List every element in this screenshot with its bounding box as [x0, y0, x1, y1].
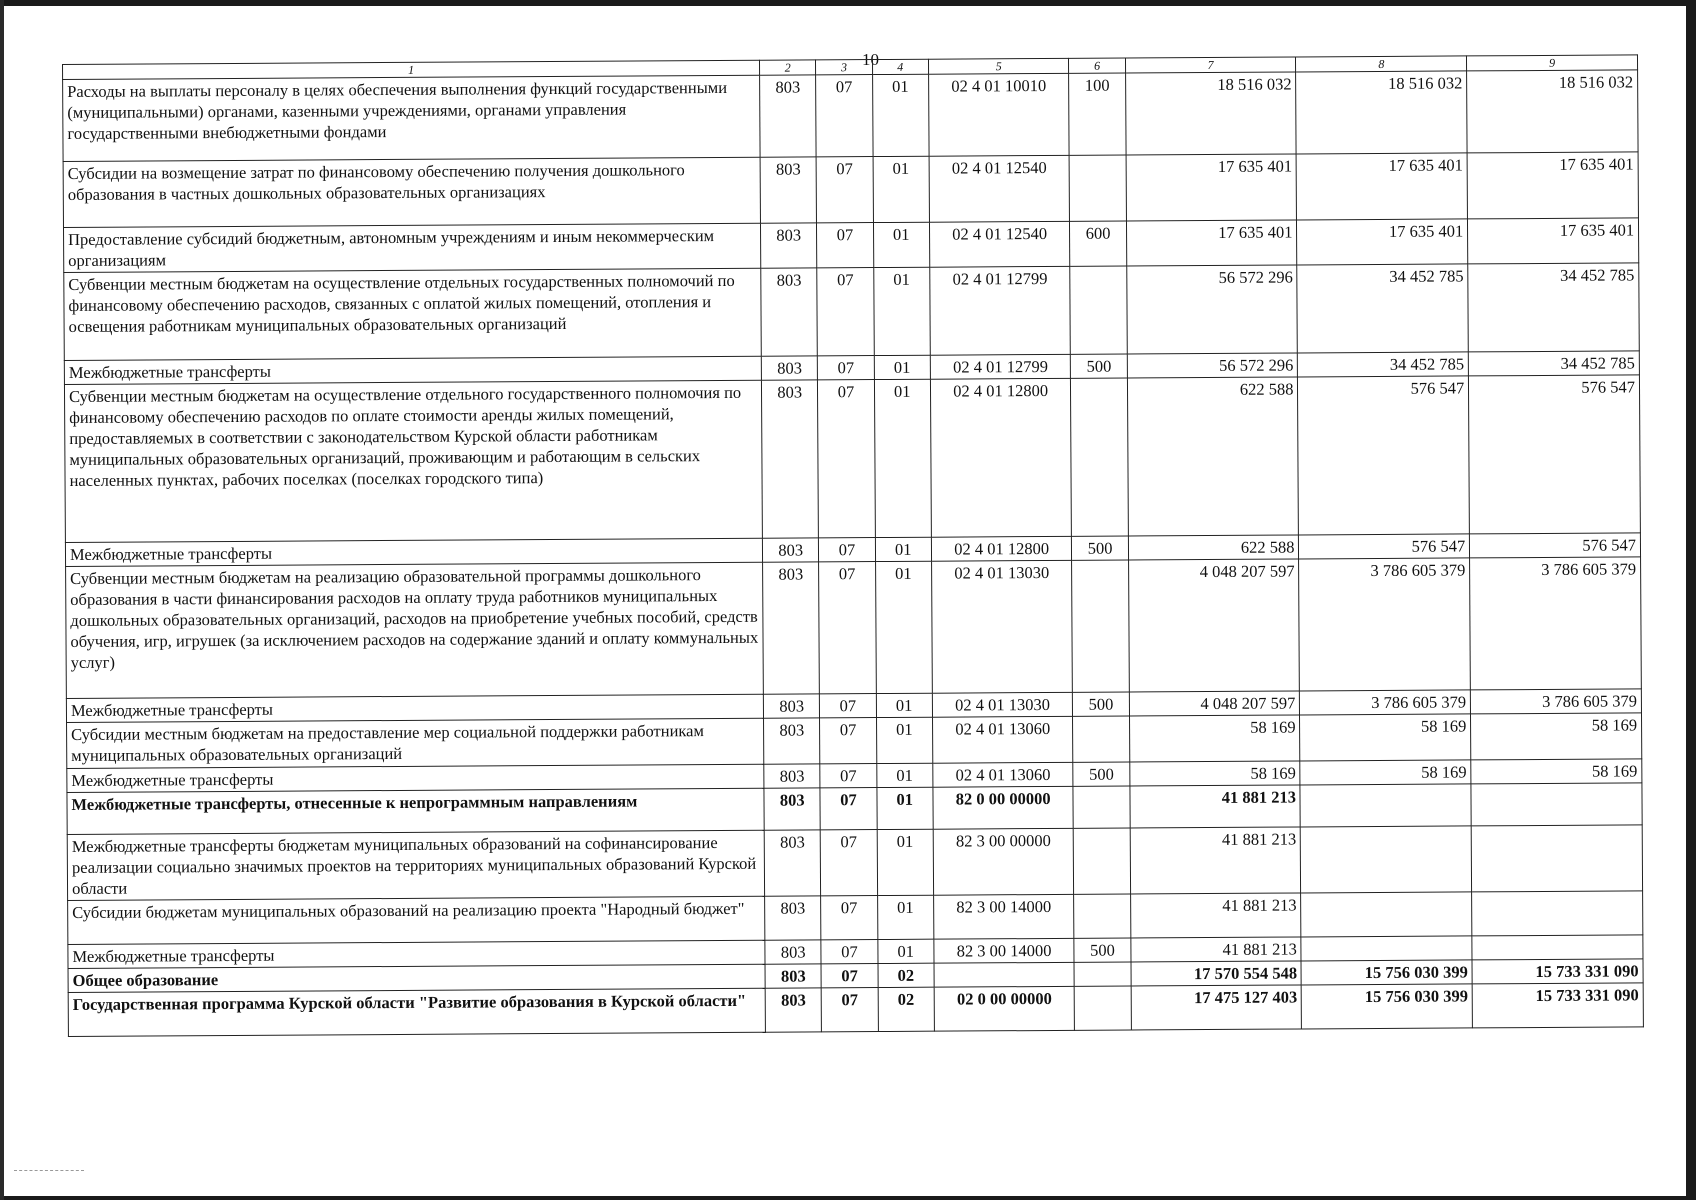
cell-section-code: 07	[818, 356, 874, 380]
cell-amount-year2: 34 452 785	[1298, 352, 1469, 377]
cell-amount-year1: 41 881 213	[1130, 827, 1301, 894]
cell-amount-year1: 17 635 401	[1126, 220, 1297, 266]
cell-amount-year3: 576 547	[1470, 533, 1641, 558]
cell-section-code: 07	[821, 896, 878, 940]
cell-amount-year1: 58 169	[1129, 715, 1300, 762]
cell-amount-year3: 15 733 331 090	[1472, 959, 1643, 984]
cell-amount-year1: 17 635 401	[1126, 154, 1297, 221]
budget-table	[62, 54, 1644, 1037]
cell-amount-year3	[1471, 825, 1642, 892]
cell-subsection-code: 01	[873, 156, 930, 222]
cell-section-code: 07	[820, 764, 876, 788]
cell-section-code: 07	[817, 268, 874, 356]
column-header: 5	[928, 58, 1069, 74]
cell-amount-year3: 34 452 785	[1469, 351, 1640, 376]
cell-description: Межбюджетные трансферты	[65, 538, 762, 566]
cell-section-code: 07	[820, 694, 876, 718]
cell-subsection-code: 01	[873, 267, 930, 355]
cell-description: Предоставление субсидий бюджетным, автономным учреждениям и иным некоммерческим организациям	[63, 223, 760, 272]
table-row	[66, 557, 1642, 699]
cell-section-code: 07	[819, 562, 876, 694]
cell-description: Государственная программа Курской области "Развитие образования в Курской области"	[68, 988, 765, 1036]
cell-expense-type: 500	[1072, 536, 1128, 560]
column-header: 9	[1467, 55, 1638, 71]
cell-subsection-code: 02	[878, 987, 935, 1031]
cell-amount-year1: 4 048 207 597	[1128, 559, 1300, 692]
cell-subsection-code: 01	[872, 74, 929, 156]
cell-ministry-code: 803	[765, 988, 822, 1032]
cell-amount-year2: 15 756 030 399	[1302, 984, 1473, 1029]
cell-amount-year1: 17 570 554 548	[1131, 961, 1302, 986]
cell-target-article: 02 4 01 13030	[932, 692, 1073, 717]
cell-section-code: 07	[816, 157, 873, 223]
cell-ministry-code: 803	[765, 964, 821, 988]
cell-target-article: 82 0 00 00000	[933, 786, 1074, 829]
cell-amount-year2	[1301, 936, 1472, 961]
cell-expense-type	[1070, 155, 1127, 221]
cell-amount-year2: 3 786 605 379	[1300, 690, 1471, 715]
cell-amount-year2: 3 786 605 379	[1299, 558, 1471, 691]
cell-target-article: 82 3 00 14000	[933, 894, 1074, 939]
cell-amount-year3: 17 635 401	[1468, 218, 1639, 264]
cell-amount-year2: 58 169	[1300, 760, 1471, 785]
cell-amount-year2	[1300, 784, 1471, 827]
cell-expense-type: 100	[1069, 73, 1126, 155]
cell-target-article: 82 3 00 00000	[933, 828, 1074, 895]
cell-expense-type	[1075, 986, 1132, 1030]
cell-amount-year3: 3 786 605 379	[1471, 689, 1642, 714]
scan-border-left	[0, 0, 4, 1200]
cell-amount-year3: 3 786 605 379	[1470, 557, 1642, 690]
table-row	[67, 825, 1642, 901]
cell-target-article: 02 4 01 12800	[930, 378, 1072, 537]
table-row	[64, 263, 1640, 361]
cell-section-code: 07	[820, 788, 877, 830]
cell-amount-year1: 18 516 032	[1125, 72, 1296, 155]
cell-target-article: 02 0 00 00000	[934, 986, 1075, 1031]
cell-description: Субвенции местным бюджетам на реализацию образовательной программы дошкольного образования в части финансирования расходов на оплату труда работников муниципальных дошкольных образовательных организаций, расходов на приобретение учебных пособий, средств обучения, игр, игрушек (за исключением расходов на содержание зданий и оплату коммунальных услуг)	[66, 562, 764, 698]
cell-amount-year1: 41 881 213	[1131, 937, 1302, 962]
cell-target-article: 02 4 01 12799	[930, 266, 1071, 355]
cell-description: Межбюджетные трансферты бюджетам муниципальных образований на софинансирование реализации социально значимых проектов на территориях муниципальных образований Курской области	[67, 830, 764, 900]
cell-ministry-code: 803	[764, 718, 821, 764]
cell-amount-year1: 56 572 296	[1126, 265, 1297, 354]
scan-border-right	[1686, 0, 1696, 1200]
cell-subsection-code: 01	[876, 717, 933, 763]
column-header: 1	[63, 60, 760, 79]
cell-expense-type: 500	[1071, 354, 1127, 378]
column-header: 6	[1069, 58, 1125, 73]
cell-ministry-code: 803	[760, 157, 817, 223]
cell-subsection-code: 01	[877, 829, 934, 895]
cell-target-article: 02 4 01 10010	[928, 73, 1069, 156]
cell-amount-year1: 622 588	[1128, 535, 1299, 560]
cell-amount-year1: 58 169	[1130, 761, 1301, 786]
cell-expense-type: 500	[1074, 938, 1130, 962]
cell-amount-year1: 17 475 127 403	[1131, 985, 1302, 1030]
page-number: 10	[862, 50, 879, 69]
table-row	[63, 152, 1638, 228]
cell-amount-year2: 18 516 032	[1296, 71, 1467, 154]
cell-ministry-code: 803	[763, 538, 819, 562]
cell-amount-year2: 17 635 401	[1297, 219, 1468, 265]
cell-expense-type	[1074, 894, 1131, 938]
cell-ministry-code: 803	[761, 268, 818, 356]
cell-target-article	[934, 962, 1075, 987]
cell-amount-year2: 58 169	[1300, 714, 1471, 761]
cell-section-code: 07	[821, 964, 877, 988]
cell-ministry-code: 803	[764, 764, 820, 788]
cell-target-article: 02 4 01 13060	[932, 716, 1073, 763]
cell-section-code: 07	[818, 380, 875, 538]
cell-section-code: 07	[819, 538, 875, 562]
cell-amount-year1: 4 048 207 597	[1129, 691, 1300, 716]
cell-expense-type: 600	[1070, 221, 1127, 266]
cell-expense-type: 500	[1073, 692, 1129, 716]
cell-section-code: 07	[822, 988, 879, 1032]
column-header: 4	[872, 59, 928, 74]
cell-description: Субсидии местным бюджетам на предоставление мер социальной поддержки работникам муниципальных образовательных организаций	[67, 718, 764, 768]
cell-subsection-code: 01	[875, 537, 931, 561]
cell-subsection-code: 01	[875, 561, 932, 693]
cell-subsection-code: 01	[874, 355, 930, 379]
cell-subsection-code: 01	[876, 763, 932, 787]
table-row	[68, 983, 1643, 1037]
cell-subsection-code: 01	[877, 895, 934, 939]
cell-description: Межбюджетные трансферты	[66, 694, 763, 722]
cell-amount-year3: 18 516 032	[1467, 70, 1638, 153]
cell-ministry-code: 803	[763, 562, 820, 694]
cell-target-article: 82 3 00 14000	[934, 938, 1075, 963]
cell-target-article: 02 4 01 12540	[929, 155, 1070, 222]
cell-expense-type	[1073, 786, 1130, 828]
cell-subsection-code: 02	[878, 963, 934, 987]
cell-amount-year1: 56 572 296	[1127, 353, 1298, 378]
cell-amount-year3	[1472, 935, 1643, 960]
cell-section-code: 07	[816, 75, 873, 157]
cell-subsection-code: 01	[873, 222, 930, 267]
cell-description: Субсидии бюджетам муниципальных образований на реализацию проекта "Народный бюджет"	[68, 896, 765, 944]
cell-amount-year2	[1301, 892, 1472, 937]
cell-subsection-code: 01	[874, 379, 931, 537]
cell-target-article: 02 4 01 12799	[930, 354, 1071, 379]
cell-description: Межбюджетные трансферты	[67, 764, 764, 792]
column-header: 2	[760, 60, 816, 75]
cell-ministry-code: 803	[765, 896, 822, 940]
scan-mark	[14, 1170, 84, 1173]
cell-expense-type	[1074, 962, 1130, 986]
cell-amount-year1: 622 588	[1127, 377, 1299, 536]
table-body	[63, 70, 1644, 1037]
cell-section-code: 07	[821, 940, 877, 964]
cell-target-article: 02 4 01 12800	[931, 536, 1072, 561]
cell-amount-year3: 34 452 785	[1468, 263, 1639, 352]
cell-amount-year3	[1472, 891, 1643, 936]
cell-subsection-code: 01	[877, 939, 933, 963]
cell-ministry-code: 803	[762, 380, 819, 538]
cell-description: Субвенции местным бюджетам на осуществление отдельных государственных полномочий по финансовому обеспечению расходов, связанных с оплатой жилых помещений, отопления и освещения работникам муниципальных образовательных организаций	[64, 268, 762, 360]
cell-amount-year3: 58 169	[1471, 759, 1642, 784]
cell-target-article: 02 4 01 13030	[931, 560, 1072, 693]
cell-amount-year3: 576 547	[1469, 375, 1641, 534]
cell-ministry-code: 803	[760, 75, 817, 157]
cell-ministry-code: 803	[764, 788, 821, 830]
cell-amount-year2: 15 756 030 399	[1301, 960, 1472, 985]
cell-section-code: 07	[817, 223, 874, 268]
cell-subsection-code: 01	[877, 787, 934, 829]
cell-description: Субсидии на возмещение затрат по финансовому обеспечению получения дошкольного образования в частных дошкольных образовательных организациях	[63, 157, 760, 227]
cell-expense-type	[1070, 266, 1127, 354]
cell-target-article: 02 4 01 12540	[929, 221, 1070, 267]
cell-ministry-code: 803	[765, 940, 821, 964]
scan-border-bottom	[0, 1196, 1696, 1200]
cell-amount-year1: 41 881 213	[1130, 893, 1301, 938]
table-row	[64, 375, 1640, 543]
column-header: 8	[1296, 56, 1467, 72]
cell-expense-type	[1072, 560, 1129, 692]
cell-expense-type	[1071, 378, 1128, 536]
cell-amount-year2: 17 635 401	[1297, 153, 1468, 220]
table-row	[63, 70, 1638, 162]
cell-ministry-code: 803	[761, 356, 817, 380]
column-header: 3	[816, 60, 872, 75]
cell-amount-year2	[1301, 826, 1472, 893]
cell-ministry-code: 803	[764, 830, 821, 896]
cell-description: Межбюджетные трансферты, отнесенные к непрограммным направлениям	[67, 788, 764, 834]
cell-expense-type: 500	[1073, 762, 1129, 786]
cell-description: Общее образование	[68, 964, 765, 992]
scan-border-top	[0, 0, 1696, 6]
cell-section-code: 07	[821, 830, 878, 896]
cell-amount-year2: 576 547	[1298, 376, 1470, 535]
cell-amount-year1: 41 881 213	[1130, 785, 1301, 828]
cell-expense-type	[1073, 716, 1130, 762]
cell-amount-year2: 576 547	[1299, 534, 1470, 559]
cell-description: Расходы на выплаты персоналу в целях обеспечения выполнения функций государственными (муниципальными) органами, казенными учреждениями, органами управления государственными внебюджетными фондами	[63, 75, 761, 161]
cell-expense-type	[1074, 828, 1131, 894]
cell-description: Субвенции местным бюджетам на осуществление отдельного государственного полномочия по финансовому обеспечению расходов по оплате стоимости аренды жилых помещений, предоставляемых в соответствии с законодательством Курской области работникам муниципальных образовательных организаций, проживающим и работающим в сельских населенных пунктах, рабочих поселках (поселках городского типа)	[64, 380, 762, 542]
cell-amount-year2: 34 452 785	[1297, 264, 1468, 353]
column-header: 7	[1125, 57, 1296, 73]
cell-amount-year3: 17 635 401	[1467, 152, 1638, 219]
cell-target-article: 02 4 01 13060	[933, 762, 1074, 787]
cell-description: Межбюджетные трансферты	[64, 356, 761, 384]
cell-section-code: 07	[820, 718, 877, 764]
cell-amount-year3: 58 169	[1471, 713, 1642, 760]
cell-amount-year3: 15 733 331 090	[1472, 983, 1643, 1028]
cell-amount-year3	[1471, 783, 1642, 826]
cell-ministry-code: 803	[763, 694, 819, 718]
cell-description: Межбюджетные трансферты	[68, 940, 765, 968]
cell-ministry-code: 803	[761, 223, 818, 268]
cell-subsection-code: 01	[876, 693, 932, 717]
